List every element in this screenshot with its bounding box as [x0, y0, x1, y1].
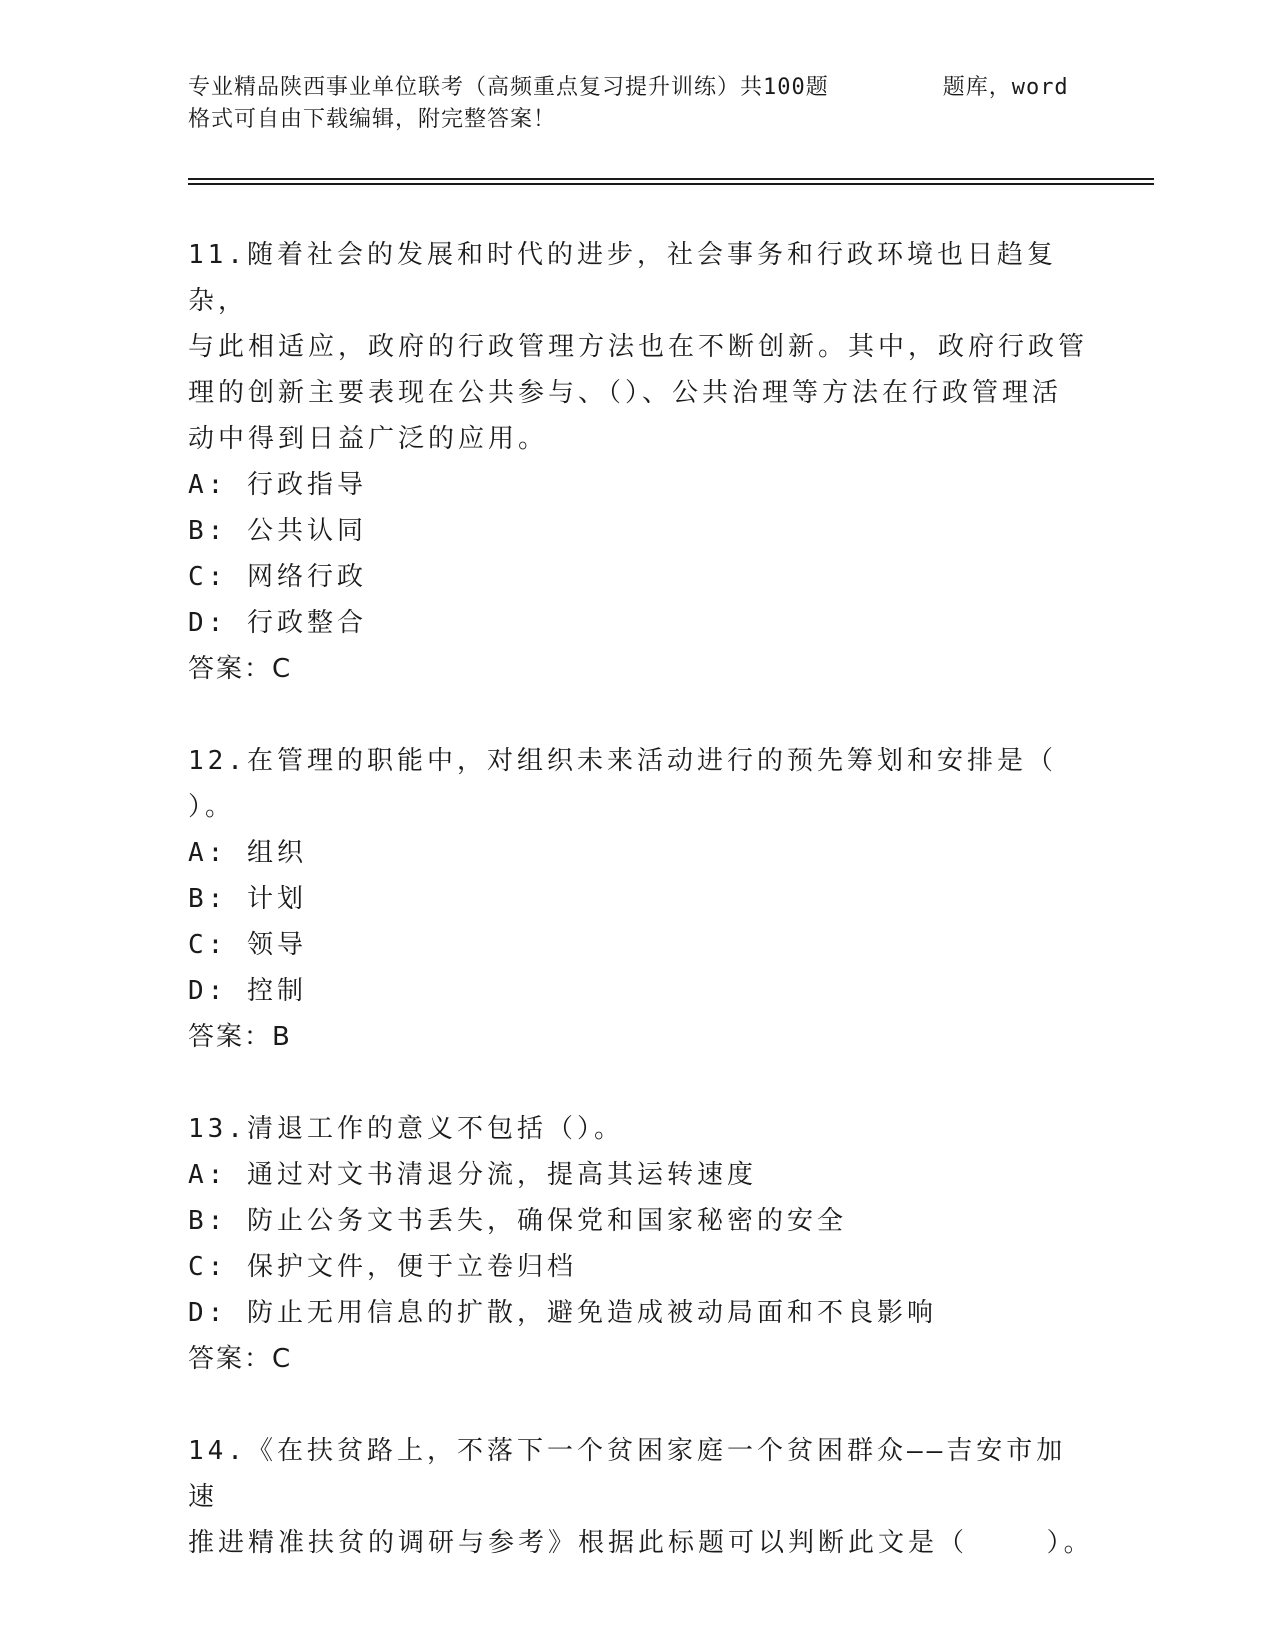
question-stem-line: 12.在管理的职能中，对组织未来活动进行的预先筹划和安排是（ — [188, 746, 1057, 776]
question-stem-line: 理的创新主要表现在公共参与、（）、公共治理等方法在行政管理活 — [188, 378, 1063, 408]
header-line-2: 格式可自由下载编辑，附完整答案！ — [188, 107, 557, 132]
question-stem-line: 13.清退工作的意义不包括（）。 — [188, 1114, 624, 1144]
question-stem-line: 动中得到日益广泛的应用。 — [188, 424, 549, 454]
option-a: A: 组织 — [188, 838, 307, 868]
question-13 — [188, 1106, 1088, 1382]
option-c: C: 领导 — [188, 930, 307, 960]
answer: 答案：B — [188, 1022, 292, 1052]
option-b: B: 公共认同 — [188, 516, 367, 546]
answer: 答案：C — [188, 1344, 293, 1374]
option-b: B: 防止公务文书丢失，确保党和国家秘密的安全 — [188, 1206, 847, 1236]
header-line-1: 专业精品陕西事业单位联考（高频重点复习提升训练）共100题 题库，word — [188, 75, 1069, 100]
document-header — [188, 72, 1088, 136]
question-list — [188, 232, 1094, 1612]
question-stem-line: 推进精准扶贫的调研与参考》根据此标题可以判断此文是（ ）。 — [188, 1528, 1094, 1558]
option-d: D: 控制 — [188, 976, 307, 1006]
option-c: C: 网络行政 — [188, 562, 367, 592]
option-d: D: 行政整合 — [188, 608, 367, 638]
question-stem-line: 14.《在扶贫路上，不落下一个贫困家庭一个贫困群众——吉安市加速 — [188, 1436, 1067, 1512]
option-a: A: 行政指导 — [188, 470, 367, 500]
question-stem-line: 11.随着社会的发展和时代的进步，社会事务和行政环境也日趋复杂， — [188, 240, 1057, 316]
option-c: C: 保护文件，便于立卷归档 — [188, 1252, 577, 1282]
answer: 答案：C — [188, 654, 293, 684]
question-stem-line: 与此相适应，政府的行政管理方法也在不断创新。其中，政府行政管 — [188, 332, 1089, 362]
question-stem-line: ）。 — [188, 792, 236, 822]
option-a: A: 通过对文书清退分流，提高其运转速度 — [188, 1160, 757, 1190]
option-d: D: 防止无用信息的扩散，避免造成被动局面和不良影响 — [188, 1298, 937, 1328]
question-12 — [188, 738, 1088, 1060]
question-11 — [188, 232, 1088, 692]
option-b: B: 计划 — [188, 884, 307, 914]
question-14 — [188, 1428, 1094, 1566]
header-divider-top — [188, 178, 1154, 180]
header-divider-bottom — [188, 183, 1154, 185]
